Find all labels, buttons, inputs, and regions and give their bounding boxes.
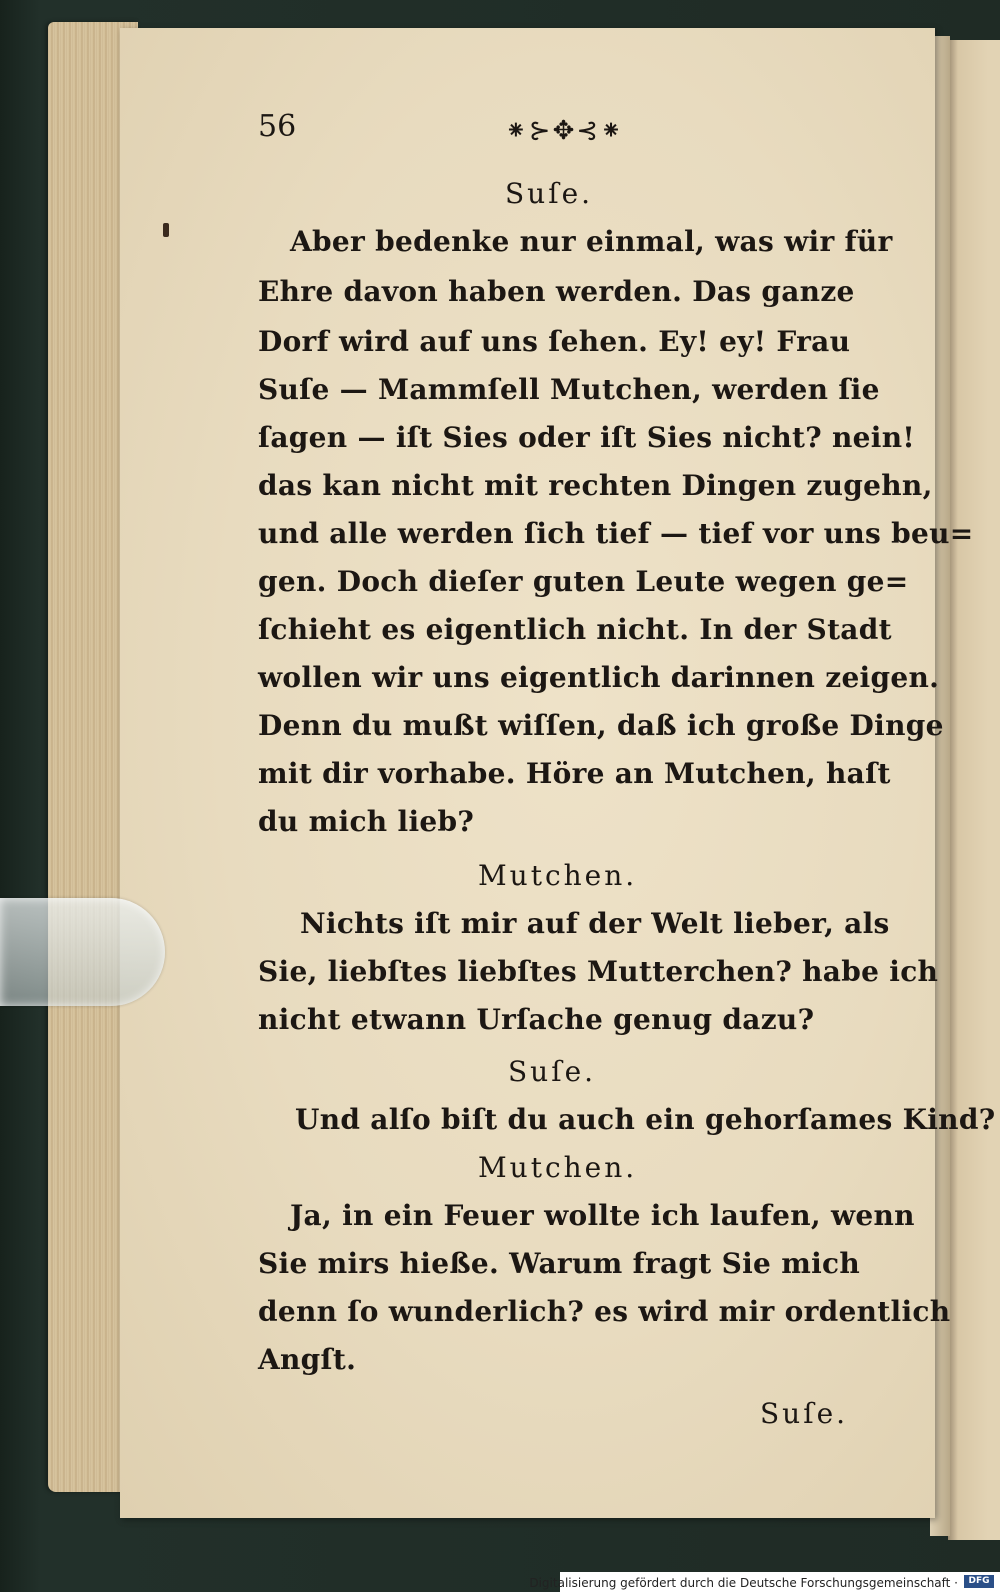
text-line: mit dir vorhabe. Höre an Mutchen, haſt <box>258 757 891 790</box>
text-line: Und alſo biſt du auch ein gehorſames Kind? <box>295 1103 996 1136</box>
speaker-label: Mutchen. <box>478 1151 638 1184</box>
text-line: nicht etwann Urſache genug dazu? <box>258 1003 815 1036</box>
text-line: Dorf wird auf uns ſehen. Ey! ey! Frau <box>258 325 851 358</box>
text-line: denn ſo wunderlich? es wird mir ordentlich <box>258 1295 951 1328</box>
text-line: Nichts iſt mir auf der Welt lieber, als <box>300 907 890 940</box>
speaker-label: Suſe. <box>505 177 594 210</box>
text-line: ſchieht es eigentlich nicht. In der Stadt <box>258 613 892 646</box>
text-line: Ehre davon haben werden. Das ganze <box>258 275 855 308</box>
text-line: das kan nicht mit rechten Dingen zugehn, <box>258 469 933 502</box>
text-line: gen. Doch dieſer guten Leute wegen ge= <box>258 565 909 598</box>
header-ornament: ⁕⊱✥⊰⁕ <box>505 116 624 146</box>
text-line: Angſt. <box>258 1343 357 1376</box>
speaker-label: Mutchen. <box>478 859 638 892</box>
dfg-logo: DFG <box>964 1575 994 1588</box>
text-line: Denn du mußt wiſſen, daß ich große Dinge <box>258 709 944 742</box>
text-line: du mich lieb? <box>258 805 475 838</box>
text-line: Aber bedenke nur einmal, was wir für <box>290 225 893 258</box>
speaker-label: Suſe. <box>508 1055 597 1088</box>
ink-mark <box>163 223 169 237</box>
text-line: wollen wir uns eigentlich darinnen zeigen. <box>258 661 940 694</box>
text-line: Sie, liebſtes liebſtes Mutterchen? habe ich <box>258 955 939 988</box>
text-line: ſagen — iſt Sies oder iſt Sies nicht? nein! <box>258 421 915 454</box>
footer-credit: Digitalisierung gefördert durch die Deutsche Forschungsgemeinschaft · <box>529 1576 958 1590</box>
text-line: und alle werden ſich tief — tief vor uns beu= <box>258 517 974 550</box>
page-number: 56 <box>258 109 297 144</box>
page-holder-clip <box>0 898 165 1006</box>
text-line: Sie mirs hieße. Warum fragt Sie mich <box>258 1247 861 1280</box>
text-line: Suſe — Mammſell Mutchen, werden ſie <box>258 373 880 406</box>
facing-page <box>948 40 1000 1540</box>
catchword: Suſe. <box>760 1397 849 1430</box>
text-line: Ja, in ein Feuer wollte ich laufen, wenn <box>290 1199 915 1232</box>
